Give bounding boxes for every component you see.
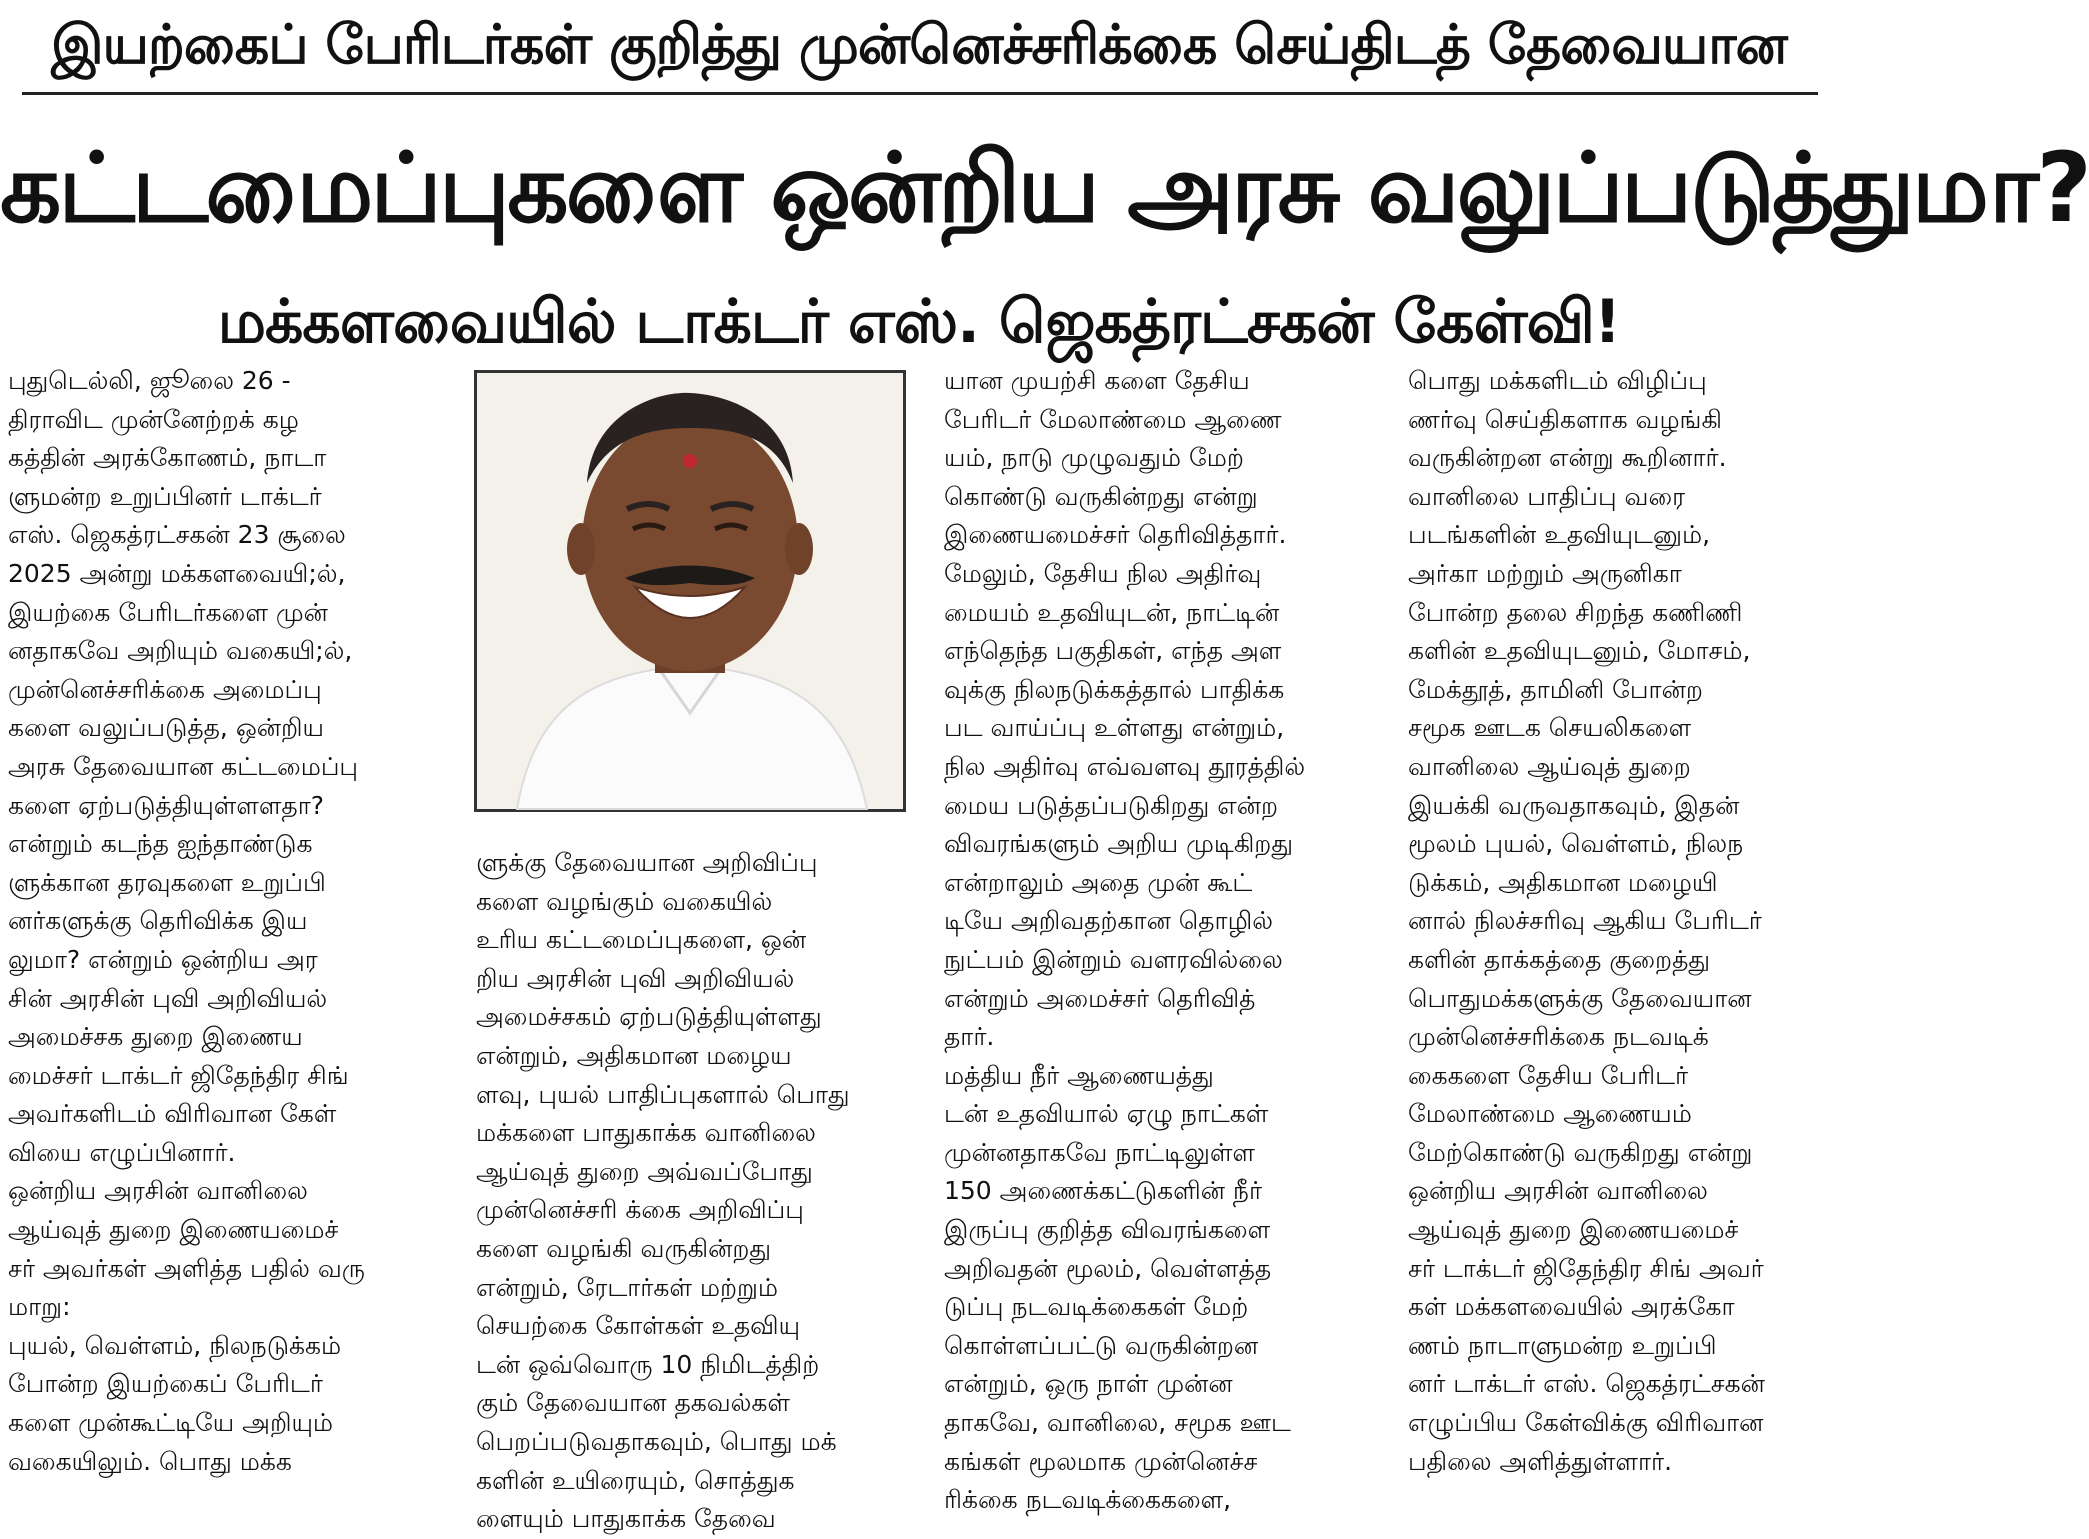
main-headline: கட்டமைப்புகளை ஒன்றிய அரசு வலுப்படுத்துமா? bbox=[0, 132, 2089, 244]
column-2-text: ளுக்கு தேவையான அறிவிப்பு களை வழங்கும் வகையில் உரிய கட்டமைப்புகளை, ஒன் றிய அரசின் புவி அறிவியல் அமைச்சகம் ஏற்படுத்தியுள்ளது என்றும், அதிகமான மழைய ளவு, புயல் பாதிப்புகளால் பொது மக்களை பாதுகாக்க வானிலை ஆய்வுத் துறை அவ்வப்போது முன்னெச்சரி க்கை அறிவிப்பு களை வழங்கி வருகின்றது என்றும், ரேடார்கள் மற்றும் செயற்கை கோள்கள் உதவியு டன் ஒவ்வொரு 10 நிமிடத்திற் கும் தேவையான தகவல்கள் பெறப்படுவதாகவும், பொது மக் களின் உயிரையும், சொத்துக ளையும் பாதுகாக்க தேவை bbox=[476, 848, 850, 1534]
portrait-photo bbox=[474, 370, 906, 812]
sub-headline: மக்களவையில் டாக்டர் எஸ். ஜெகத்ரட்சகன் கேள்வி! bbox=[217, 287, 1621, 357]
headline-divider bbox=[22, 92, 1818, 95]
portrait-illustration bbox=[477, 373, 903, 809]
article-column-3 bbox=[944, 362, 1372, 1515]
article-column-1 bbox=[8, 362, 436, 1512]
column-3-text: யான முயற்சி களை தேசிய பேரிடர் மேலாண்மை ஆணை யம், நாடு முழுவதும் மேற் கொண்டு வருகின்றது என்று இணையமைச்சர் தெரிவித்தார். மேலும், தேசிய நில அதிர்வு மையம் உதவியுடன், நாட்டின் எந்தெந்த பகுதிகள், எந்த அள வுக்கு நிலநடுக்கத்தால் பாதிக்க பட வாய்ப்பு உள்ளது என்றும், நில அதிர்வு எவ்வளவு தூரத்தில் மைய படுத்தப்படுகிறது என்ற விவரங்களும் அறிய முடிகிறது என்றாலும் அதை முன் கூட் டியே அறிவதற்கான தொழில் நுட்பம் இன்றும் வளரவில்லை என்றும் அமைச்சர் தெரிவித் தார். மத்திய நீர் ஆணையத்து டன் உதவியால் ஏழு நாட்கள் முன்னதாகவே நாட்டிலுள்ள 150 அணைக்கட்டுகளின் நீர் இருப்பு குறித்த விவரங்களை அறிவதன் மூலம், வெள்ளத்த டுப்பு நடவடிக்கைகள் மேற் கொள்ளப்பட்டு வருகின்றன என்றும், ஒரு நாள் முன்ன தாகவே, வானிலை, சமூக ஊட கங்கள் மூலமாக முன்னெச்ச ரிக்கை நடவடிக்கைகளை, bbox=[944, 366, 1306, 1515]
article-column-2 bbox=[476, 844, 906, 1534]
article-column-4 bbox=[1408, 362, 1832, 1512]
kicker-headline: இயற்கைப் பேரிடர்கள் குறித்து முன்னெச்சரிக்கை செய்திடத் தேவையான bbox=[51, 13, 1787, 76]
column-1-text: புதுடெல்லி, ஜூலை 26 - திராவிட முன்னேற்றக் கழ கத்தின் அரக்கோணம், நாடா ளுமன்ற உறுப்பினர் டாக்டர் எஸ். ஜெகத்ரட்சகன் 23 சூலை 2025 அன்று மக்களவையி;ல், இயற்கை பேரிடர்களை முன் னதாகவே அறியும் வகையி;ல், முன்னெச்சரிக்கை அமைப்பு களை வலுப்படுத்த, ஒன்றிய அரசு தேவையான கட்டமைப்பு களை ஏற்படுத்தியுள்ளளதா? என்றும் கடந்த ஐந்தாண்டுக ளுக்கான தரவுகளை உறுப்பி னர்களுக்கு தெரிவிக்க இய லுமா? என்றும் ஒன்றிய அர சின் அரசின் புவி அறிவியல் அமைச்சக துறை இணைய மைச்சர் டாக்டர் ஜிதேந்திர சிங் அவர்களிடம் விரிவான கேள் வியை எழுப்பினார். ஒன்றிய அரசின் வானிலை ஆய்வுத் துறை இணையமைச் சர் அவர்கள் அளித்த பதில் வரு மாறு: புயல், வெள்ளம், நிலநடுக்கம் போன்ற இயற்கைப் பேரிடர் களை முன்கூட்டியே அறியும் வகையிலும். பொது மக்க bbox=[8, 366, 365, 1476]
column-4-text: பொது மக்களிடம் விழிப்பு ணர்வு செய்திகளாக வழங்கி வருகின்றன என்று கூறினார். வானிலை பாதிப்பு வரை படங்களின் உதவியுடனும், அர்கா மற்றும் அருனிகா போன்ற தலை சிறந்த கணிணி களின் உதவியுடனும், மோசம், மேக்தூத், தாமினி போன்ற சமூக ஊடக செயலிகளை வானிலை ஆய்வுத் துறை இயக்கி வருவதாகவும், இதன் மூலம் புயல், வெள்ளம், நிலந டுக்கம், அதிகமான மழையி னால் நிலச்சரிவு ஆகிய பேரிடர் களின் தாக்கத்தை குறைத்து பொதுமக்களுக்கு தேவையான முன்னெச்சரிக்கை நடவடிக் கைகளை தேசிய பேரிடர் மேலாண்மை ஆணையம் மேற்கொண்டு வருகிறது என்று ஒன்றிய அரசின் வானிலை ஆய்வுத் துறை இணையமைச் சர் டாக்டர் ஜிதேந்திர சிங் அவர் கள் மக்களவையில் அரக்கோ ணம் நாடாளுமன்ற உறுப்பி னர் டாக்டர் எஸ். ஜெகத்ரட்சகன் எழுப்பிய கேள்விக்கு விரிவான பதிலை அளித்துள்ளார். bbox=[1408, 366, 1765, 1476]
